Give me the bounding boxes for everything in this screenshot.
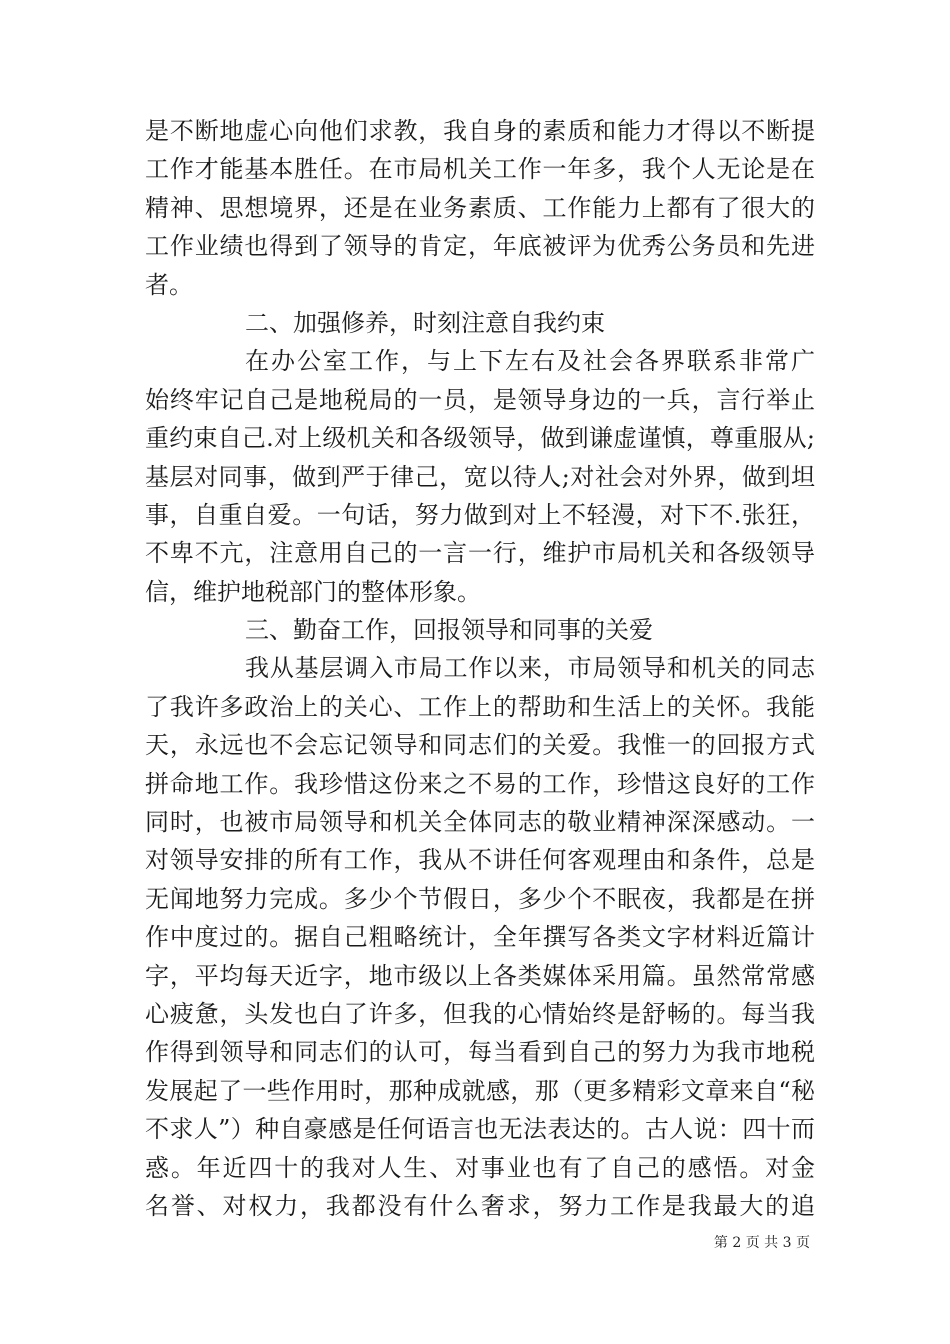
body-line: 重约束自己.对上级机关和各级领导，做到谦虚谨慎，尊重服从; [145,424,815,453]
body-line: 无闻地努力完成。多少个节假日，多少个不眠夜，我都是在拼 [145,884,815,913]
document-body [145,112,815,1225]
body-line: 拼命地工作。我珍惜这份来之不易的工作，珍惜这良好的工作 [145,769,815,798]
body-line: 字，平均每天近字，地市级以上各类媒体采用篇。虽然常常感 [145,961,815,990]
body-line: 不卑不亢，注意用自己的一言一行，维护市局机关和各级领导 [145,539,815,568]
body-line: 基层对同事，做到严于律己，宽以待人;对社会对外界，做到坦 [145,462,815,491]
body-line: 不求人”）种自豪感是任何语言也无法表达的。古人说：四十而 [145,1115,815,1144]
body-line: 发展起了一些作用时，那种成就感，那（更多精彩文章来自“秘 [145,1076,815,1105]
body-line: 名誉、对权力，我都没有什么奢求，努力工作是我最大的追 [145,1191,815,1220]
body-line: 同时，也被市局领导和机关全体同志的敬业精神深深感动。一 [145,808,815,837]
body-line: 者。 [145,270,193,299]
body-line: 作中度过的。据自己粗略统计，全年撰写各类文字材料近篇计 [145,923,815,952]
section-heading: 三、勤奋工作，回报领导和同事的关爱 [245,616,653,645]
body-line: 对领导安排的所有工作，我从不讲任何客观理由和条件，总是 [145,846,815,875]
body-line: 作得到领导和同志们的认可，每当看到自己的努力为我市地税 [145,1038,815,1067]
body-line: 精神、思想境界，还是在业务素质、工作能力上都有了很大的 [145,193,815,222]
body-line: 天，永远也不会忘记领导和同志们的关爱。我惟一的回报方式 [145,731,815,760]
section-heading: 二、加强修养，时刻注意自我约束 [245,308,605,337]
page-number: 第 2 页 共 3 页 [713,1235,810,1251]
body-line: 始终牢记自己是地税局的一员，是领导身边的一兵，言行举止 [145,385,815,414]
body-line: 事，自重自爱。一句话，努力做到对上不轻漫，对下不.张狂， [145,500,815,529]
body-line: 是不断地虚心向他们求教，我自身的素质和能力才得以不断提 [145,117,815,145]
body-line: 心疲惫，头发也白了许多，但我的心情始终是舒畅的。每当我 [145,999,815,1028]
body-line: 我从基层调入市局工作以来，市局领导和机关的同志 [245,654,815,683]
body-line: 在办公室工作，与上下左右及社会各界联系非常广 [245,347,815,376]
body-line: 工作才能基本胜任。在市局机关工作一年多，我个人无论是在 [145,155,815,184]
body-line: 了我许多政治上的关心、工作上的帮助和生活上的关怀。我能 [145,692,815,721]
body-line: 工作业绩也得到了领导的肯定，年底被评为优秀公务员和先进 [145,232,815,261]
body-line: 惑。年近四十的我对人生、对事业也有了自己的感悟。对金 [145,1153,815,1182]
body-line: 信，维护地税部门的整体形象。 [145,577,481,606]
